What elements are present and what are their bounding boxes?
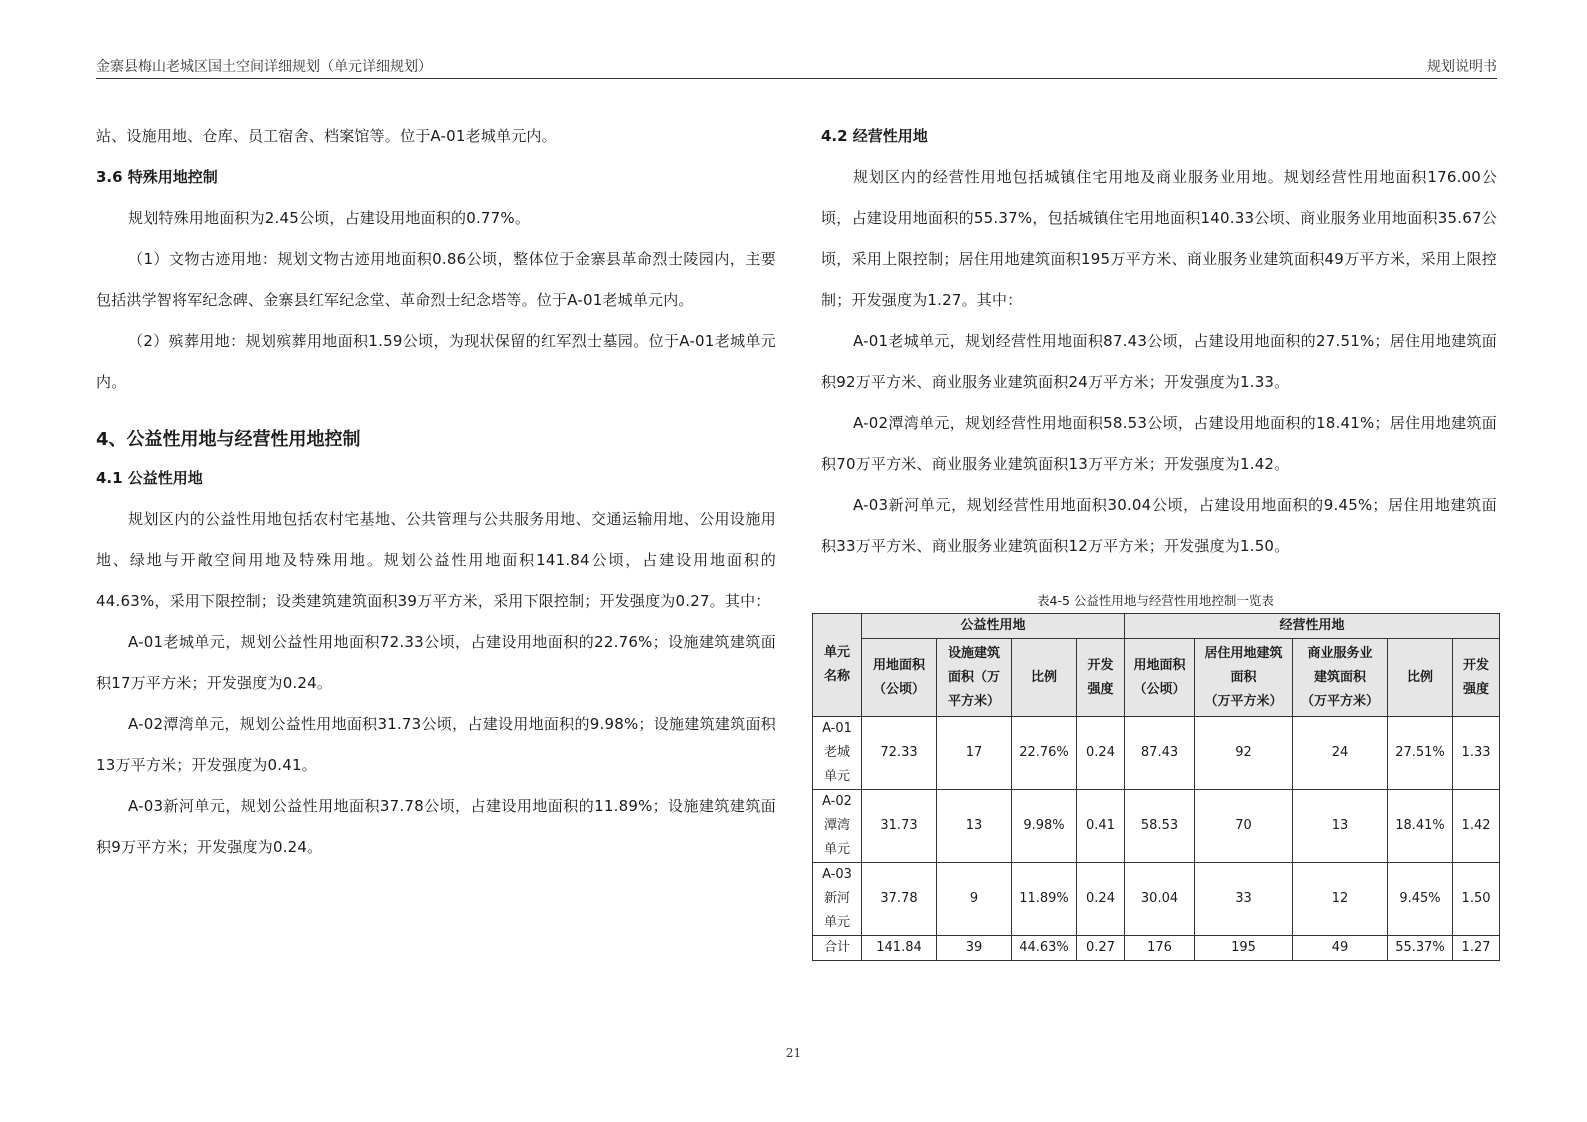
- cell-com-ratio: 27.51%: [1388, 717, 1453, 790]
- cell-com-int: 1.33: [1453, 717, 1500, 790]
- paragraph: 规划特殊用地面积为2.45公顷，占建设用地面积的0.77%。: [128, 209, 531, 227]
- cell-pub-int: 0.27: [1077, 936, 1125, 961]
- cell-pub-int: 0.41: [1077, 790, 1125, 863]
- cell-pub-build: 17: [937, 717, 1012, 790]
- page-header: [96, 56, 1497, 79]
- cell-com-area: 176: [1125, 936, 1195, 961]
- paragraph: A-02潭湾单元，规划经营性用地面积58.53公顷，占建设用地面积的18.41%；居住用地建筑面积70万平方米、商业服务业建筑面积13万平方米；开发强度为1.42。: [821, 414, 1497, 473]
- cell-pub-area: 37.78: [862, 863, 937, 936]
- cell-com-biz: 49: [1293, 936, 1388, 961]
- land-use-control-table: [812, 613, 1500, 961]
- cell-pub-ratio: 22.76%: [1012, 717, 1077, 790]
- paragraph: A-01老城单元，规划公益性用地面积72.33公顷，占建设用地面积的22.76%；设施建筑建筑面积17万平方米；开发强度为0.24。: [96, 633, 776, 692]
- header-com-ratio: 比例: [1388, 639, 1453, 717]
- paragraph: （1）文物古迹用地：规划文物古迹用地面积0.86公顷，整体位于金寨县革命烈士陵园内，主要包括洪学智将军纪念碑、金寨县红军纪念堂、革命烈士纪念塔等。位于A-01老城单元内。: [96, 250, 776, 309]
- section-4-2-heading: 4.2 经营性用地: [821, 127, 928, 145]
- cell-com-res: 33: [1195, 863, 1293, 936]
- header-public-ratio: 比例: [1012, 639, 1077, 717]
- cell-com-res: 92: [1195, 717, 1293, 790]
- page-number: 21: [785, 1046, 802, 1060]
- unit-name: A-03 新河 单元: [813, 863, 862, 936]
- paragraph: A-03新河单元，规划经营性用地面积30.04公顷，占建设用地面积的9.45%；居住用地建筑面积33万平方米、商业服务业建筑面积12万平方米；开发强度为1.50。: [821, 496, 1497, 555]
- unit-name: A-01 老城 单元: [813, 717, 862, 790]
- paragraph: A-01老城单元，规划经营性用地面积87.43公顷，占建设用地面积的27.51%；居住用地建筑面积92万平方米、商业服务业建筑面积24万平方米；开发强度为1.33。: [821, 332, 1497, 391]
- header-com-biz: 商业服务业 建筑面积 （万平方米）: [1293, 639, 1388, 717]
- cell-com-res: 195: [1195, 936, 1293, 961]
- cell-pub-ratio: 44.63%: [1012, 936, 1077, 961]
- paragraph: （2）殡葬用地：规划殡葬用地面积1.59公顷，为现状保留的红军烈士墓园。位于A-01老城单元内。: [96, 332, 776, 391]
- header-public-build: 设施建筑 面积（万 平方米）: [937, 639, 1012, 717]
- header-commercial-group: 经营性用地: [1125, 614, 1500, 639]
- cell-com-area: 87.43: [1125, 717, 1195, 790]
- cell-pub-int: 0.24: [1077, 717, 1125, 790]
- cell-pub-build: 39: [937, 936, 1012, 961]
- cell-pub-area: 31.73: [862, 790, 937, 863]
- table-total-row: [813, 936, 1500, 961]
- cell-pub-build: 13: [937, 790, 1012, 863]
- left-column: [96, 116, 776, 868]
- header-title: 金寨县梅山老城区国土空间详细规划（单元详细规划）: [96, 59, 432, 75]
- section-4-heading: 4、公益性用地与经营性用地控制: [96, 429, 361, 450]
- paragraph: 规划区内的经营性用地包括城镇住宅用地及商业服务业用地。规划经营性用地面积176.00公顷，占建设用地面积的55.37%，包括城镇住宅用地面积140.33公顷、商业服务业用地面积35.67公顷，采用上限控制；居住用地建筑面积195万平方米、商业服务业建筑面积49万平方米，采用上限控制；开发强度为1.27。其中：: [821, 168, 1497, 309]
- cell-com-ratio: 18.41%: [1388, 790, 1453, 863]
- table-caption: 表4-5 公益性用地与经营性用地控制一览表: [1037, 593, 1274, 608]
- cell-pub-ratio: 11.89%: [1012, 863, 1077, 936]
- table-row: [813, 863, 1500, 936]
- total-label: 合计: [813, 936, 862, 961]
- header-unit: 单元 名称: [813, 614, 862, 717]
- cell-com-biz: 12: [1293, 863, 1388, 936]
- cell-com-int: 1.42: [1453, 790, 1500, 863]
- cell-com-biz: 24: [1293, 717, 1388, 790]
- header-com-res: 居住用地建筑 面积 （万平方米）: [1195, 639, 1293, 717]
- header-doc-type: 规划说明书: [1427, 59, 1497, 75]
- paragraph: A-02潭湾单元，规划公益性用地面积31.73公顷，占建设用地面积的9.98%；设施建筑建筑面积13万平方米；开发强度为0.41。: [96, 715, 776, 774]
- header-public-intensity: 开发 强度: [1077, 639, 1125, 717]
- header-com-intensity: 开发 强度: [1453, 639, 1500, 717]
- cell-pub-int: 0.24: [1077, 863, 1125, 936]
- table-row: [813, 790, 1500, 863]
- header-com-area: 用地面积 （公顷）: [1125, 639, 1195, 717]
- paragraph-continued: 站、设施用地、仓库、员工宿舍、档案馆等。位于A-01老城单元内。: [96, 127, 557, 145]
- cell-pub-area: 141.84: [862, 936, 937, 961]
- cell-com-biz: 13: [1293, 790, 1388, 863]
- right-column: [821, 116, 1497, 567]
- section-3-6-heading: 3.6 特殊用地控制: [96, 168, 218, 186]
- cell-com-area: 58.53: [1125, 790, 1195, 863]
- cell-com-int: 1.50: [1453, 863, 1500, 936]
- section-4-1-heading: 4.1 公益性用地: [96, 469, 203, 487]
- cell-com-res: 70: [1195, 790, 1293, 863]
- cell-pub-build: 9: [937, 863, 1012, 936]
- cell-com-ratio: 55.37%: [1388, 936, 1453, 961]
- header-public-group: 公益性用地: [862, 614, 1125, 639]
- cell-pub-ratio: 9.98%: [1012, 790, 1077, 863]
- paragraph: 规划区内的公益性用地包括农村宅基地、公共管理与公共服务用地、交通运输用地、公用设施用地、绿地与开敞空间用地及特殊用地。规划公益性用地面积141.84公顷，占建设用地面积的44.63%，采用下限控制；设类建筑建筑面积39万平方米，采用下限控制；开发强度为0.27。其中：: [96, 510, 776, 610]
- unit-name: A-02 潭湾 单元: [813, 790, 862, 863]
- cell-com-area: 30.04: [1125, 863, 1195, 936]
- cell-com-ratio: 9.45%: [1388, 863, 1453, 936]
- table-row: [813, 717, 1500, 790]
- cell-pub-area: 72.33: [862, 717, 937, 790]
- paragraph: A-03新河单元，规划公益性用地面积37.78公顷，占建设用地面积的11.89%；设施建筑建筑面积9万平方米；开发强度为0.24。: [96, 797, 776, 856]
- header-public-area: 用地面积 （公顷）: [862, 639, 937, 717]
- cell-com-int: 1.27: [1453, 936, 1500, 961]
